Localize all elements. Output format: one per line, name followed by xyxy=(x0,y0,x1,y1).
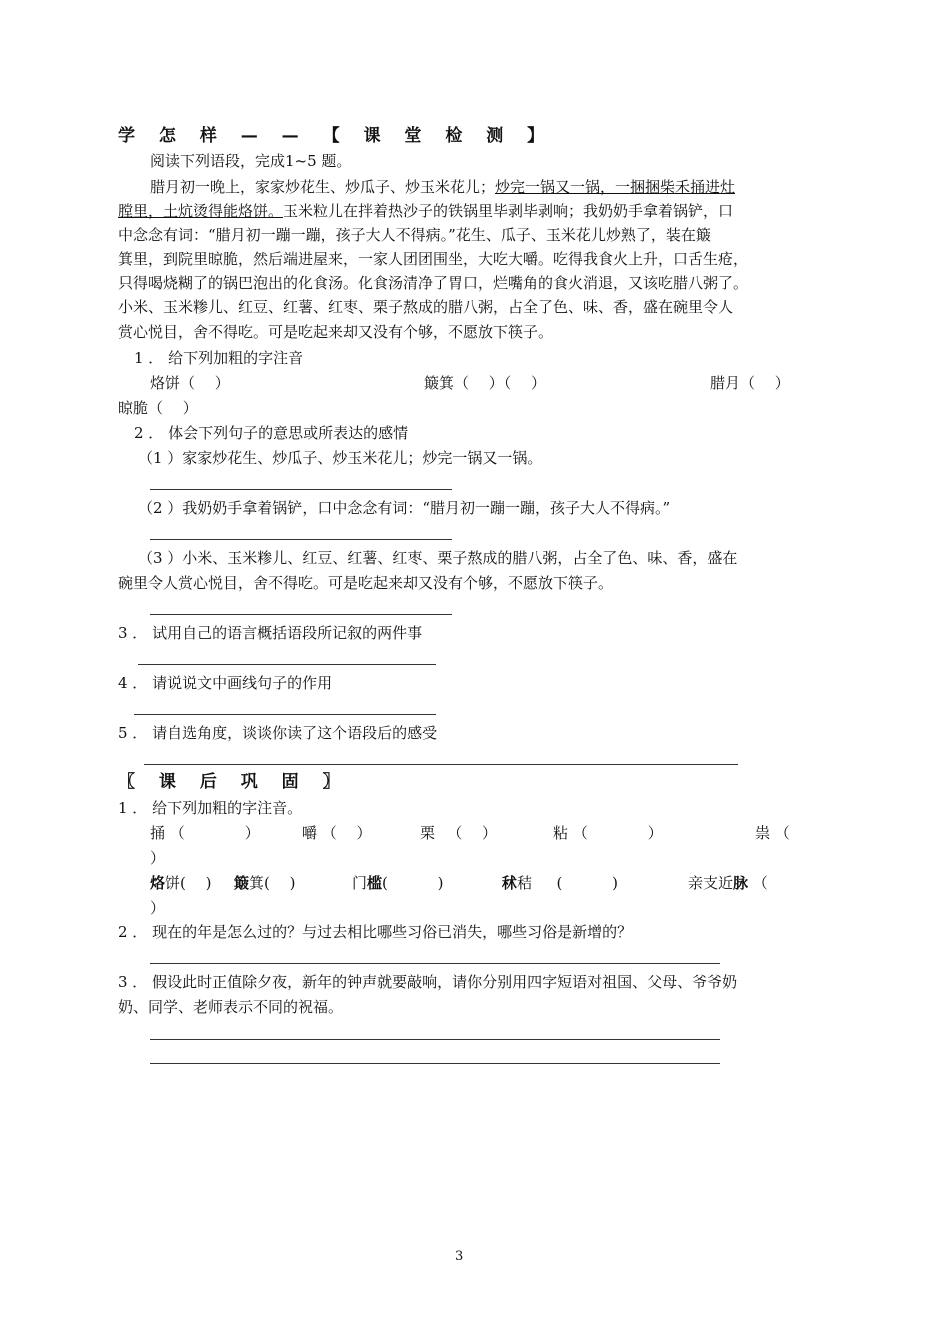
pinyin-item-2: 簸箕（ ）（ ） xyxy=(424,374,547,392)
s2-pinyin-10 xyxy=(688,872,768,894)
answer-line-s2-q3-2[interactable] xyxy=(150,1063,720,1064)
text: 亲支近 xyxy=(688,874,734,892)
s2-question-3a: 3 ． 假设此时正值除夕夜，新年的钟声就要敲响，请你分别用四字短语对祖国、父母、爷爷奶 xyxy=(118,973,738,991)
sentence-2: （2 ）我奶奶手拿着锅铲，口中念念有词：“腊月初一蹦一蹦，孩子大人不得病。” xyxy=(138,499,671,517)
text: ( ) xyxy=(382,874,444,892)
question-5: 5 ． 请自选角度，谈谈你读了这个语段后的感受 xyxy=(118,724,438,742)
passage-text: 玉米粒儿在拌着热沙子的铁锅里毕剥毕剥响；我奶奶手拿着锅铲，口 xyxy=(283,202,734,220)
answer-line-q4[interactable] xyxy=(134,714,436,715)
section-title-classroom-test: 学 怎 样 — — 【 课 堂 检 测 】 xyxy=(118,126,554,146)
underlined-sentence: 炒完一锅又一锅，一捆捆柴禾捅进灶 xyxy=(495,178,736,196)
sentence-3a: （3 ）小米、玉米糁儿、红豆、红薯、红枣、栗子熬成的腊八粥，占全了色、味、香，盛在 xyxy=(138,549,738,567)
passage-line-6: 小米、玉米糁儿、红豆、红薯、红枣、栗子熬成的腊八粥，占全了色、味、香，盛在碗里令人 xyxy=(118,298,734,316)
page-number: 3 xyxy=(455,1249,464,1264)
question-2-label: 2 ． 体会下列句子的意思或所表达的感情 xyxy=(134,424,409,442)
s2-pinyin-9 xyxy=(502,872,618,894)
sentence-1: （1 ）家家炒花生、炒瓜子、炒玉米花儿；炒完一锅又一锅。 xyxy=(138,449,543,467)
s2-question-2: 2 ． 现在的年是怎么过的？与过去相比哪些习俗已消失，哪些习俗是新增的？ xyxy=(118,923,633,941)
s2-pinyin-2: 嚼 （ ） xyxy=(302,824,372,842)
bold-char: 烙 xyxy=(150,874,166,892)
answer-line-s2[interactable] xyxy=(150,539,452,540)
answer-line-s3[interactable] xyxy=(150,614,452,615)
answer-line-q3[interactable] xyxy=(138,664,436,665)
text: 秸 ( ) xyxy=(517,874,619,892)
answer-line-s2-q2[interactable] xyxy=(150,963,720,964)
pinyin-item-3: 腊月（ ） xyxy=(710,374,790,392)
passage-line-3: 中念念有词：“腊月初一蹦一蹦，孩子大人不得病。”花生、瓜子、玉米花儿炒熟了，装在簸 xyxy=(118,226,711,244)
text: （ xyxy=(748,874,768,892)
s2-question-1-label: 1 ． 给下列加粗的字注音。 xyxy=(118,799,303,817)
passage-line-4: 箕里，到院里晾脆，然后端进屋来，一家人团团围坐，大吃大嚼。吃得我食火上升，口舌生疮， xyxy=(118,250,749,268)
s2-pinyin-7 xyxy=(234,872,296,894)
passage-line-7: 赏心悦目，舍不得吃。可是吃起来却又没有个够，不愿放下筷子。 xyxy=(118,323,554,341)
s2-pinyin-4: 粘 （ ） xyxy=(553,824,663,842)
reading-instruction: 阅读下列语段，完成1~5 题。 xyxy=(150,152,352,170)
text: 箕( ) xyxy=(249,874,296,892)
s2-pinyin-10-cont: ） xyxy=(150,899,166,917)
s2-pinyin-5-cont: ） xyxy=(150,849,166,867)
question-3: 3 ． 试用自己的语言概括语段所记叙的两件事 xyxy=(118,624,423,642)
s2-pinyin-3: 栗 （ ） xyxy=(420,824,498,842)
pinyin-item-1: 烙饼（ ） xyxy=(150,374,230,392)
pinyin-item-4: 晾脆（ ） xyxy=(118,399,198,417)
text: 门 xyxy=(352,874,368,892)
s2-pinyin-6 xyxy=(150,872,212,894)
bold-char: 槛 xyxy=(367,874,383,892)
question-4: 4 ． 请说说文中画线句子的作用 xyxy=(118,674,333,692)
passage-line-5: 只得喝烧糊了的锅巴泡出的化食汤。化食汤清净了胃口，烂嘴角的食火消退，又该吃腊八粥了。 xyxy=(118,274,749,292)
s2-pinyin-8 xyxy=(352,872,444,894)
answer-line-s2-q3-1[interactable] xyxy=(150,1039,720,1040)
underlined-sentence-end: 膛里，土炕烫得能烙饼。 xyxy=(118,202,284,220)
s2-pinyin-1: 捅 （ ） xyxy=(150,824,260,842)
answer-line-s1[interactable] xyxy=(150,489,452,490)
section-title-after-class: 〖 课 后 巩 固 〗 xyxy=(118,772,349,792)
s2-question-3b: 奶、同学、老师表示不同的祝福。 xyxy=(118,998,344,1016)
bold-char: 脉 xyxy=(733,874,749,892)
passage-text: 腊月初一晚上，家家炒花生、炒瓜子、炒玉米花儿； xyxy=(150,178,496,196)
s2-pinyin-5: 祟 （ xyxy=(755,824,790,842)
text: 饼( ) xyxy=(165,874,212,892)
passage-line-1 xyxy=(118,176,842,198)
sentence-3b: 碗里令人赏心悦目，舍不得吃。可是吃起来却又没有个够，不愿放下筷子。 xyxy=(118,574,614,592)
answer-line-q5[interactable] xyxy=(144,764,738,765)
bold-char: 秫 xyxy=(502,874,518,892)
passage-line-2 xyxy=(118,200,810,222)
bold-char: 簸 xyxy=(234,874,250,892)
question-1-label: 1 ． 给下列加粗的字注音 xyxy=(134,349,304,367)
